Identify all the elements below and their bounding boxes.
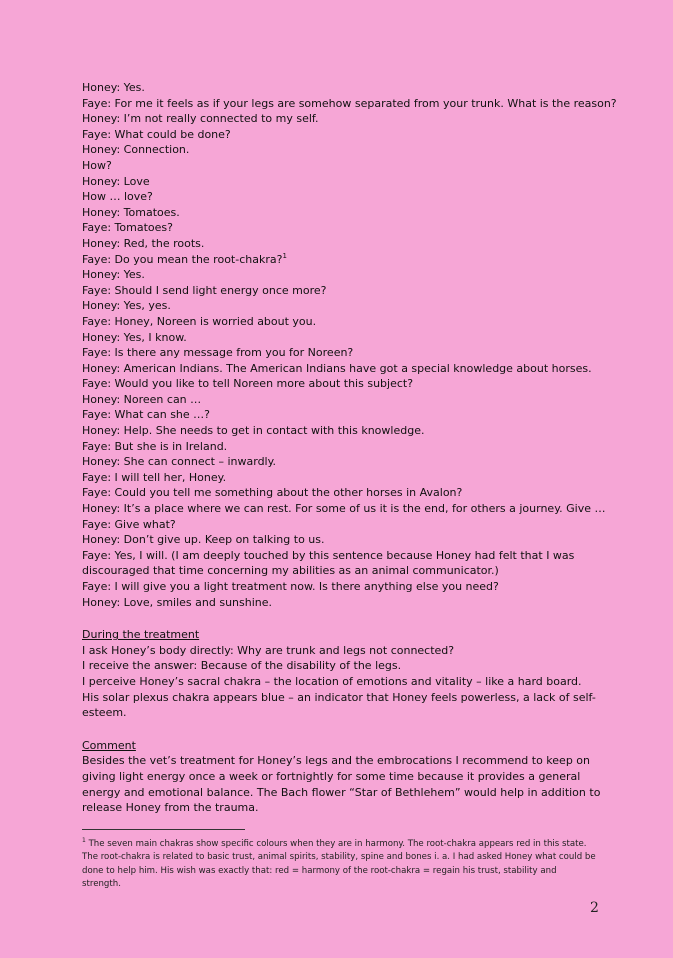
dialogue-line: Faye: Give what? bbox=[82, 517, 176, 531]
dialogue-line: Faye: What can she …? bbox=[82, 408, 210, 422]
dialogue-line: Honey: Yes, yes. bbox=[82, 299, 171, 313]
dialogue-line: How … love? bbox=[82, 190, 153, 204]
footnote-text: The seven main chakras show specific colours when they are in harmony. The root-chakra appears red in this state. The root-chakra is related to basic trust, animal spirits, stability, spine and bones i. a. I had asked Honey what could be done to help him. His wish was exactly that: red = harmony of the root-chakra = regain his trust, stability and strength. bbox=[82, 839, 596, 889]
dialogue-line-with-footnote bbox=[82, 252, 602, 268]
page-content bbox=[82, 80, 617, 816]
dialogue-line: Honey: Noreen can … bbox=[82, 392, 202, 406]
footnote-number: 1 bbox=[82, 837, 86, 844]
comment-text: Besides the vet’s treatment for Honey’s legs and the embrocations I recommend to keep on giving light energy once a week or fortnightly for some time because it provides a general energy and emotional balance. The Bach flower “Star of Bethlehem” would help in addition to release Honey from the trauma. bbox=[82, 754, 601, 815]
comment-section bbox=[82, 738, 602, 816]
dialogue-line: Honey: Connection. bbox=[82, 143, 190, 157]
dialogue-line: Honey: Red, the roots. bbox=[82, 236, 205, 250]
comment-heading: Comment bbox=[82, 738, 136, 752]
dialogue-line: Honey: Don’t give up. Keep on talking to us. bbox=[82, 533, 325, 547]
dialogue-line: Faye: Tomatoes? bbox=[82, 221, 173, 235]
dialogue-line: Honey: Love bbox=[82, 174, 150, 188]
dialogue-line: Faye: Would you like to tell Noreen more about this subject? bbox=[82, 377, 414, 391]
dialogue-line: Honey: Yes. bbox=[82, 268, 145, 282]
dialogue-line: Faye: Yes, I will. (I am deeply touched by this sentence because Honey had felt that I was discouraged that time concerning my abilities as an animal communicator.) bbox=[82, 548, 575, 578]
footnote-reference[interactable]: 1 bbox=[282, 251, 287, 260]
treatment-line: I receive the answer: Because of the disability of the legs. bbox=[82, 659, 402, 673]
dialogue-line: Honey: Love, smiles and sunshine. bbox=[82, 595, 273, 609]
dialogue-line: Honey: Yes, I know. bbox=[82, 330, 187, 344]
treatment-line: His solar plexus chakra appears blue – an indicator that Honey feels powerless, a lack of self-esteem. bbox=[82, 690, 596, 720]
dialogue-line: Faye: But she is in Ireland. bbox=[82, 439, 228, 453]
dialogue-line: Honey: Tomatoes. bbox=[82, 205, 180, 219]
dialogue-line: Faye: Should I send light energy once more? bbox=[82, 283, 327, 297]
dialogue-line: Faye: I will give you a light treatment now. Is there anything else you need? bbox=[82, 580, 499, 593]
dialogue-line: Faye: Honey, Noreen is worried about you. bbox=[82, 314, 317, 328]
dialogue-line: Honey: Help. She needs to get in contact with this knowledge. bbox=[82, 424, 425, 438]
dialogue-line: How? bbox=[82, 158, 112, 172]
footnote bbox=[82, 838, 596, 891]
dialogue-line: Faye: I will tell her, Honey. bbox=[82, 470, 227, 484]
dialogue-line: Faye: For me it feels as if your legs are somehow separated from your trunk. What is the reason? bbox=[82, 96, 617, 110]
page-number: 2 bbox=[590, 900, 599, 916]
dialogue-line: Honey: She can connect – inwardly. bbox=[82, 455, 277, 469]
dialogue-line: Honey: Yes. bbox=[82, 81, 145, 94]
dialogue-line: Faye: What could be done? bbox=[82, 127, 231, 141]
treatment-line: I ask Honey’s body directly: Why are trunk and legs not connected? bbox=[82, 643, 455, 657]
dialogue-line: Faye: Could you tell me something about the other horses in Avalon? bbox=[82, 486, 463, 500]
dialogue-line: Honey: American Indians. The American Indians have got a special knowledge about horses. bbox=[82, 361, 592, 375]
dialogue-text: Faye: Do you mean the root-chakra? bbox=[82, 252, 283, 266]
dialogue bbox=[82, 80, 617, 610]
dialogue-line: Faye: Is there any message from you for Noreen? bbox=[82, 346, 354, 360]
footnote-divider bbox=[82, 829, 245, 830]
treatment-line: I perceive Honey’s sacral chakra – the location of emotions and vitality – like a hard board. bbox=[82, 674, 582, 688]
treatment-heading: During the treatment bbox=[82, 628, 200, 642]
dialogue-line: Honey: I’m not really connected to my self. bbox=[82, 112, 319, 126]
treatment-section bbox=[82, 627, 602, 721]
dialogue-line: Honey: It’s a place where we can rest. For some of us it is the end, for others a journey. Give … bbox=[82, 502, 606, 516]
